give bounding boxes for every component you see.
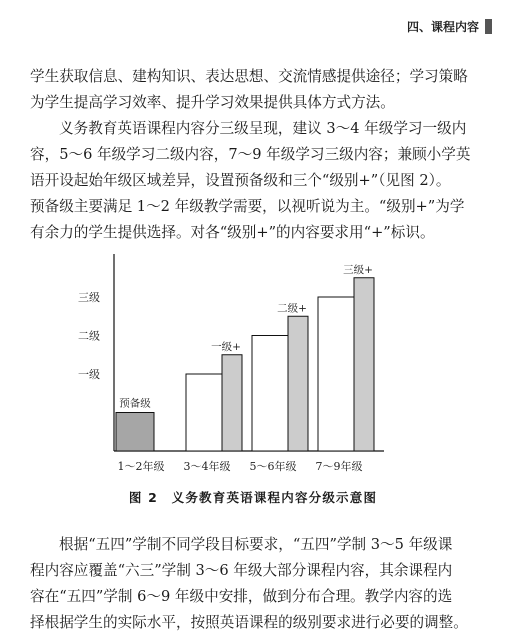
x-tick-label: 3～4年级: [183, 460, 231, 473]
paragraph-line: 有余力的学生提供选择。对各“级别+”的内容要求用“+”标识。: [30, 224, 435, 241]
bar-label: 三级+: [343, 263, 373, 276]
paragraph-line: 语开设起始年级区域差异，设置预备级和三个“级别+”（见图 2）。: [30, 172, 451, 189]
bar-level: [252, 336, 288, 452]
level-chart: [0, 250, 506, 485]
paragraph-line: 容在“五四”学制 6～9 年级中安排，做到分布合理。教学内容的选: [30, 588, 453, 605]
y-tick-label: 三级: [78, 291, 100, 304]
paragraph-line: 容，5～6 年级学习二级内容，7～9 年级学习三级内容；兼顾小学英: [30, 146, 471, 163]
bar-level-plus: [288, 316, 308, 451]
figure-caption: 图 2 义务教育英语课程内容分级示意图: [128, 490, 378, 505]
x-tick-label: 5～6年级: [249, 460, 297, 473]
bar-label: 一级+: [211, 340, 241, 353]
y-tick-label: 二级: [78, 329, 100, 343]
bar-label: 预备级: [119, 397, 151, 410]
paragraph-line: 程内容应覆盖“六三”学制 3～6 年级大部分课程内容，其余课程内: [30, 562, 453, 579]
paragraph-line: 义务教育英语课程内容分三级呈现，建议 3～4 年级学习一级内: [59, 120, 467, 137]
paragraph-2: [30, 116, 478, 246]
y-tick-label: 一级: [78, 368, 100, 381]
section-title: 四、课程内容: [406, 20, 479, 34]
page-header: [407, 18, 492, 35]
bar-level-plus: [222, 355, 242, 451]
paragraph-line: 预备级主要满足 1～2 年级教学需要，以视听说为主。“级别+”为学: [30, 198, 465, 215]
paragraph-line: 为学生提高学习效率、提升学习效果提供具体方式方法。: [30, 94, 395, 111]
paragraph-line: 择根据学生的实际水平，按照英语课程的级别要求进行必要的调整。: [30, 614, 468, 631]
x-tick-label: 1～2年级: [117, 460, 165, 473]
bar-level-plus: [354, 278, 374, 451]
bar-level: [186, 374, 222, 451]
paragraph-line: 学生获取信息、建构知识、表达思想、交流情感提供途径；学习策略: [30, 68, 468, 85]
bar-label: 二级+: [277, 302, 307, 315]
paragraph-3: [30, 532, 478, 636]
paragraph-line: 根据“五四”学制不同学段目标要求，“五四”学制 3～5 年级课: [59, 536, 453, 553]
header-bar-mark: [485, 19, 492, 34]
x-tick-label: 7～9年级: [315, 460, 363, 473]
bar-prep: [116, 413, 154, 452]
paragraph-1: [30, 64, 478, 116]
bar-level: [318, 297, 354, 451]
